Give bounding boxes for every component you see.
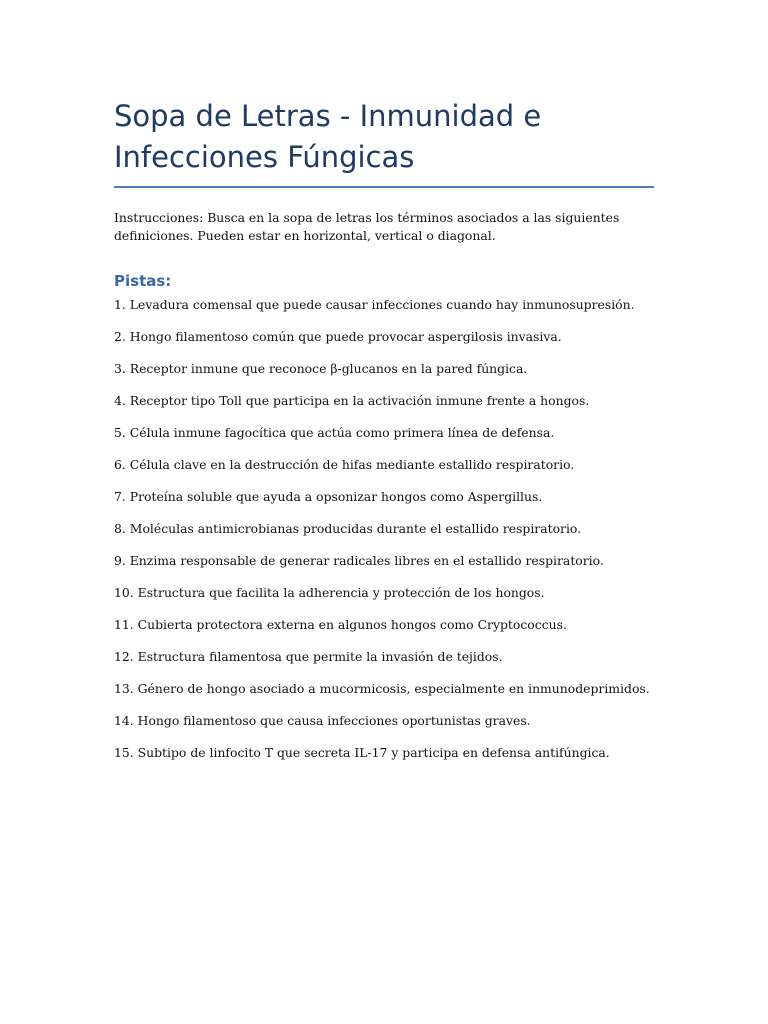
clue-item: 3. Receptor inmune que reconoce β-glucanos en la pared fúngica.: [114, 361, 528, 376]
clue-item: 7. Proteína soluble que ayuda a opsonizar hongos como Aspergillus.: [114, 489, 543, 504]
clue-item: 8. Moléculas antimicrobianas producidas durante el estallido respiratorio.: [114, 521, 582, 536]
page-title: Sopa de Letras - Inmunidad e Infecciones Fúngicas: [114, 96, 654, 188]
clue-item: 4. Receptor tipo Toll que participa en la activación inmune frente a hongos.: [114, 393, 590, 408]
clue-item: 13. Género de hongo asociado a mucormicosis, especialmente en inmunodeprimidos.: [114, 681, 650, 696]
clue-item: 6. Célula clave en la destrucción de hifas mediante estallido respiratorio.: [114, 457, 575, 472]
clue-item: 9. Enzima responsable de generar radicales libres en el estallido respiratorio.: [114, 553, 604, 568]
clue-item: 1. Levadura comensal que puede causar infecciones cuando hay inmunosupresión.: [114, 297, 635, 312]
clue-item: 12. Estructura filamentosa que permite la invasión de tejidos.: [114, 649, 503, 664]
clue-item: 14. Hongo filamentoso que causa infecciones oportunistas graves.: [114, 713, 531, 728]
instructions-text: Instrucciones: Busca en la sopa de letras los términos asociados a las siguientes definiciones. Pueden estar en horizontal, vertical o diagonal.: [114, 210, 620, 243]
clue-item: 15. Subtipo de linfocito T que secreta IL-17 y participa en defensa antifúngica.: [114, 745, 610, 760]
clues-heading: Pistas:: [114, 272, 172, 290]
document-page: [114, 96, 654, 776]
clue-item: 11. Cubierta protectora externa en algunos hongos como Cryptococcus.: [114, 617, 567, 632]
clues-list: [114, 296, 654, 762]
clue-item: 2. Hongo filamentoso común que puede provocar aspergilosis invasiva.: [114, 329, 562, 344]
clue-item: 5. Célula inmune fagocítica que actúa como primera línea de defensa.: [114, 425, 555, 440]
clue-item: 10. Estructura que facilita la adherencia y protección de los hongos.: [114, 585, 545, 600]
